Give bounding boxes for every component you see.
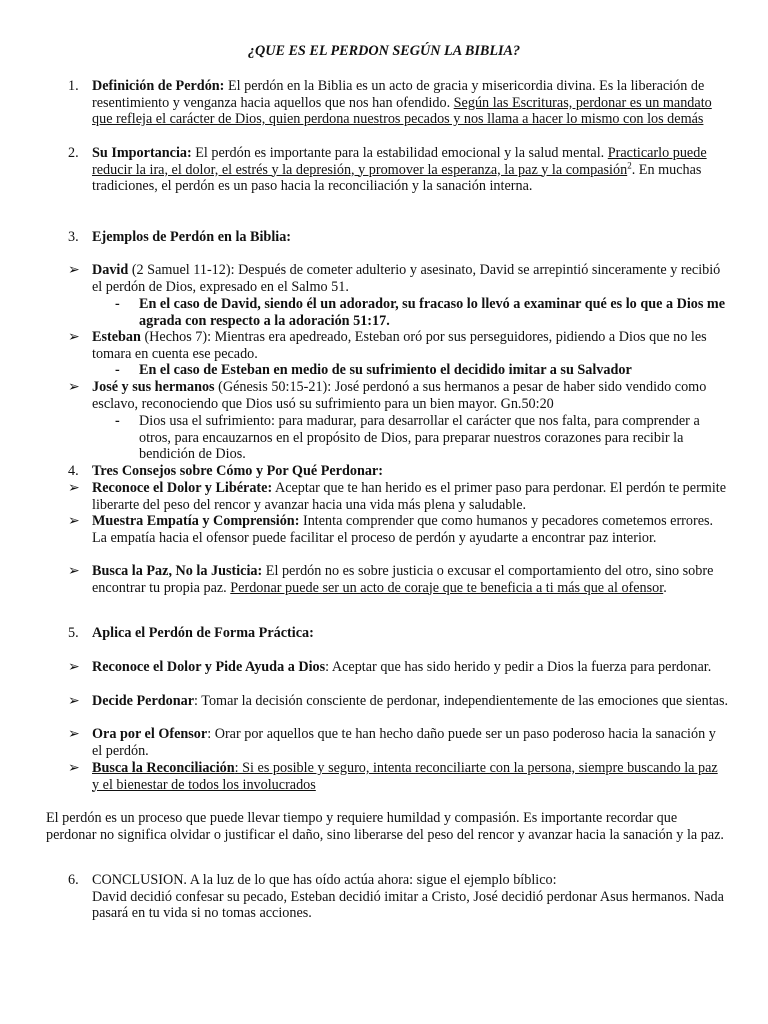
example-name: Esteban xyxy=(92,329,141,345)
example-text: (Génesis 50:15-21): José perdonó a sus hermanos a pesar de haber sido vendido como esclavo, reconociendo que Dios usó su sufrimiento para un bien mayor. Gn.50:20 xyxy=(92,379,707,412)
tip-text: El perdón no es sobre justicia o excusar el comportamiento del otro, sino sobre encontrar tu propia paz. xyxy=(92,563,714,596)
section-ejemplos xyxy=(68,229,728,246)
practice-text: : Tomar la decisión consciente de perdonar, independientemente de las emociones que sientas. xyxy=(194,693,729,709)
underlined-text: Perdonar puede ser un acto de coraje que te beneficia a ti más que al ofensor xyxy=(230,579,664,596)
tip-empatia xyxy=(68,513,728,546)
practice-ora xyxy=(68,726,728,759)
arrow-bullet-icon: ➢ xyxy=(68,513,80,529)
tip-paz xyxy=(68,563,728,596)
arrow-bullet-icon: ➢ xyxy=(68,379,80,395)
closing-paragraph: El perdón es un proceso que puede llevar tiempo y requiere humildad y compasión. Es importante recordar que perdonar no significa olvidar o justificar el daño, sino liberarse del peso del rencor y avanzar hacia la sanación y la paz. xyxy=(46,810,724,843)
underlined-text: Según las Escrituras, perdonar es un mandato que refleja el carácter de Dios, quien perdona nuestros pecados y nos llama a hacer lo mismo con los demás xyxy=(92,94,712,128)
conclusion-line-2: David decidió confesar su pecado, Esteban decidió imitar a Cristo, José decidió perdonar Asus hermanos. Nada pasará en tu vida si no tomas acciones. xyxy=(92,888,724,922)
arrow-bullet-icon: ➢ xyxy=(68,693,80,709)
arrow-bullet-icon: ➢ xyxy=(68,262,80,278)
tip-label: Reconoce el Dolor y Libérate: xyxy=(92,480,273,496)
section-label: Tres Consejos sobre Cómo y Por Qué Perdonar: xyxy=(92,463,383,479)
tip-label: Busca la Paz, No la Justicia: xyxy=(92,563,263,579)
note-text: En el caso de David, siendo él un adorador, su fracaso lo llevó a examinar qué es lo que a Dios me agrada con respecto a la adoración 51:17. xyxy=(139,296,726,329)
example-esteban xyxy=(68,329,728,362)
arrow-bullet-icon: ➢ xyxy=(68,480,80,496)
list-number: 3. xyxy=(68,229,79,245)
arrow-bullet-icon: ➢ xyxy=(68,329,80,345)
section-text-2: . En muchas tradiciones, el perdón es un paso hacia la reconciliación y la sanación interna. xyxy=(92,161,702,195)
dash-bullet-icon: - xyxy=(115,296,120,312)
section-consejos xyxy=(68,463,728,480)
list-number: 1. xyxy=(68,78,79,94)
practice-busca xyxy=(68,760,728,793)
tip-label: Muestra Empatía y Comprensión: xyxy=(92,513,300,529)
section-text: El perdón es importante para la estabilidad emocional y la salud mental. xyxy=(191,145,608,161)
conclusion-line-1: CONCLUSION. A la luz de lo que has oído actúa ahora: sigue el ejemplo bíblico: xyxy=(92,872,557,888)
section-aplica xyxy=(68,625,728,642)
list-number: 2. xyxy=(68,145,79,161)
example-david xyxy=(68,262,728,295)
section-importancia xyxy=(68,145,728,195)
dash-bullet-icon: - xyxy=(115,362,120,378)
example-text: (Hechos 7): Mientras era apedreado, Esteban oró por sus perseguidores, pidiendo a Dios que no les tomara en cuenta ese pecado. xyxy=(92,329,707,362)
page-title: ¿QUE ES EL PERDON SEGÚN LA BIBLIA? xyxy=(247,43,521,59)
note-text: Dios usa el sufrimiento: para madurar, para desarrollar el carácter que nos falta, para comprender a otros, para encauzarnos en el propósito de Dios, para preparar nuestros corazones para recibir la bendición de Dios. xyxy=(139,413,700,463)
list-number: 6. xyxy=(68,872,79,888)
example-name: José y sus hermanos xyxy=(92,379,215,395)
list-number: 5. xyxy=(68,625,79,641)
example-text: (2 Samuel 11-12): Después de cometer adulterio y asesinato, David se arrepintió sinceramente y recibió el perdón de Dios, expresado en el Salmo 51. xyxy=(92,262,721,295)
arrow-bullet-icon: ➢ xyxy=(68,659,80,675)
practice-reconoce xyxy=(68,659,728,676)
note-text: En el caso de Esteban en medio de su sufrimiento el decidido imitar a su Salvador xyxy=(139,362,632,378)
practice-text: : Orar por aquellos que te han hecho daño puede ser un paso poderoso hacia la sanación y el perdón. xyxy=(92,726,716,759)
tip-reconoce xyxy=(68,480,728,513)
underlined-text: Practicarlo puede reducir la ira, el dolor, el estrés y la depresión, y promover la esperanza, la paz y la compasión xyxy=(92,145,707,178)
example-esteban-note xyxy=(115,362,729,379)
example-jose xyxy=(68,379,728,412)
example-jose-note xyxy=(115,413,729,463)
section-label: Definición de Perdón: xyxy=(92,78,225,94)
example-david-note xyxy=(115,296,729,329)
arrow-bullet-icon: ➢ xyxy=(68,726,80,742)
practice-label: Busca la Reconciliación xyxy=(92,760,235,776)
section-label: Aplica el Perdón de Forma Práctica: xyxy=(92,625,314,641)
list-number: 4. xyxy=(68,463,79,479)
practice-decide xyxy=(68,693,729,710)
section-text: El perdón en la Biblia es un acto de gracia y misericordia divina. Es la liberación de resentimiento y venganza hacia aquellos que nos han ofendido. xyxy=(92,78,705,111)
section-conclusion xyxy=(68,872,728,922)
section-label: Ejemplos de Perdón en la Biblia: xyxy=(92,229,292,245)
tip-end: . xyxy=(663,579,667,596)
practice-text: : Aceptar que has sido herido y pedir a Dios la fuerza para perdonar. xyxy=(325,659,712,675)
practice-label: Decide Perdonar xyxy=(92,693,195,709)
tip-text: Aceptar que te han herido es el primer paso para perdonar. El perdón te permite liberarte del peso del rencor y avanzar hacia una vida más plena y saludable. xyxy=(92,480,727,513)
tip-text: Intenta comprender que como humanos y pecadores cometemos errores. La empatía hacia el ofensor puede facilitar el proceso de perdón y ayudarte a encontrar paz interior. xyxy=(92,513,714,546)
practice-text: : Si es posible y seguro, intenta reconciliarte con la persona, siempre buscando la paz y el bienestar de todos los involucrados xyxy=(92,760,718,793)
practice-label: Ora por el Ofensor xyxy=(92,726,208,742)
footnote-marker: 2 xyxy=(627,159,632,170)
section-definicion xyxy=(68,78,728,128)
section-label: Su Importancia: xyxy=(92,145,192,161)
example-name: David xyxy=(92,262,129,278)
practice-label: Reconoce el Dolor y Pide Ayuda a Dios xyxy=(92,659,326,675)
arrow-bullet-icon: ➢ xyxy=(68,760,80,776)
dash-bullet-icon: - xyxy=(115,413,120,429)
arrow-bullet-icon: ➢ xyxy=(68,563,80,579)
